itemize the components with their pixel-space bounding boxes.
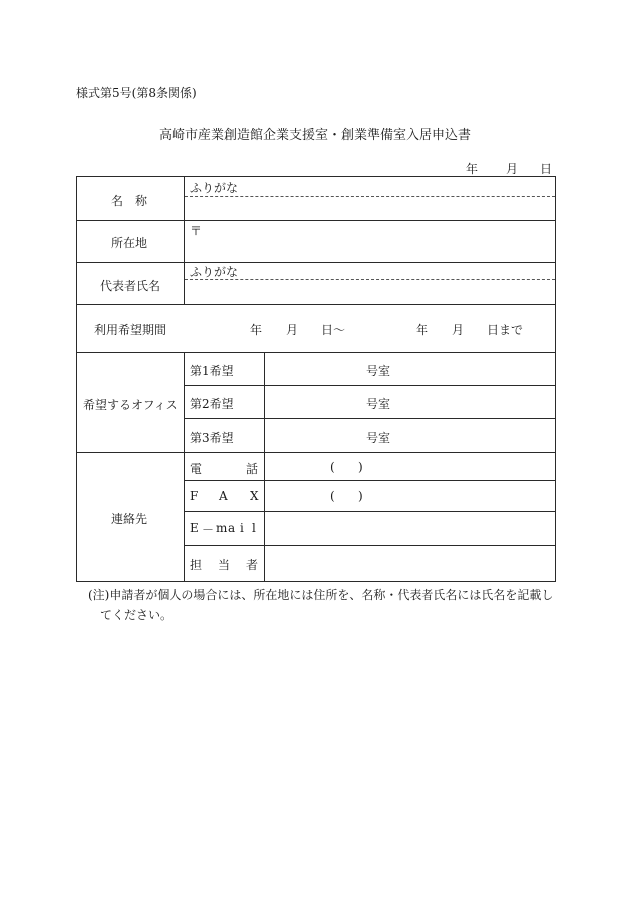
email-label-char: －: [202, 523, 215, 537]
contact-row-separator: [184, 480, 556, 481]
fax-label-char: F: [190, 489, 199, 503]
email-label-char: a: [228, 521, 236, 535]
note-line-1: (注)申請者が個人の場合には、所在地には住所を、名称・代表者氏名には氏名を記載し: [88, 588, 554, 602]
note: [88, 585, 558, 625]
period-start-month: 月: [286, 323, 299, 337]
person-label-char: 担: [190, 558, 203, 572]
office-choice-1-label: 第1希望: [190, 364, 234, 378]
furigana-divider: [185, 279, 555, 280]
table-border-top: [76, 176, 556, 177]
fax-paren-open: (: [330, 489, 335, 503]
representative-furigana-label: ふりがな: [190, 265, 239, 279]
period-end-month: 月: [452, 323, 465, 337]
office-choice-1-unit: 号室: [366, 364, 391, 378]
office-choice-2-unit: 号室: [366, 397, 391, 411]
office-sub-column-separator: [264, 352, 265, 452]
row-separator: [76, 352, 556, 353]
date-year-label: 年: [466, 162, 479, 176]
address-field[interactable]: [186, 238, 554, 260]
phone-paren-close: ): [358, 460, 363, 474]
contact-row-separator: [184, 545, 556, 546]
phone-label-char: 話: [246, 462, 259, 476]
office-choice-2-label: 第2希望: [190, 397, 234, 411]
row-separator: [76, 262, 556, 263]
contact-label: 連絡先: [111, 512, 148, 526]
fax-label-char: A: [219, 489, 228, 503]
phone-paren-open: (: [330, 460, 335, 474]
period-end-day: 日まで: [487, 323, 524, 337]
table-border-left: [76, 176, 77, 582]
table-border-right: [555, 176, 556, 582]
email-label-char: i: [240, 521, 244, 535]
furigana-divider: [185, 196, 555, 197]
period-end-year: 年: [416, 323, 429, 337]
form-number: 様式第5号(第8条関係): [76, 86, 197, 100]
phone-label-char: 電: [190, 462, 203, 476]
office-choice-3-unit: 号室: [366, 431, 391, 445]
representative-label: 代表者氏名: [100, 279, 161, 293]
office-choice-3-label: 第3希望: [190, 431, 234, 445]
office-row-separator: [184, 418, 556, 419]
office-row-separator: [184, 385, 556, 386]
contact-sub-column-separator: [264, 452, 265, 582]
date-day-label: 日: [540, 162, 553, 176]
period-start-year: 年: [250, 323, 263, 337]
postal-mark: 〒: [190, 224, 203, 238]
email-label-char: m: [216, 521, 228, 535]
name-furigana-label: ふりがな: [190, 181, 239, 195]
person-label-char: 当: [218, 558, 231, 572]
email-label-char: l: [252, 521, 256, 535]
name-label: 名 称: [111, 194, 148, 208]
period-start-day: 日～: [321, 323, 346, 337]
representative-field[interactable]: [186, 283, 554, 302]
form-title: 高崎市産業創造館企業支援室・創業準備室入居申込書: [158, 128, 471, 143]
table-border-bottom: [76, 581, 556, 582]
office-label: 希望するオフィス: [83, 398, 178, 412]
row-separator: [76, 452, 556, 453]
address-label: 所在地: [111, 236, 148, 250]
contact-row-separator: [184, 511, 556, 512]
row-separator: [76, 304, 556, 305]
email-label-char: E: [190, 521, 199, 535]
row-separator: [76, 220, 556, 221]
label-column-separator: [184, 352, 185, 582]
note-line-2: てください。: [100, 608, 173, 622]
name-field[interactable]: [186, 200, 554, 218]
fax-label-char: X: [250, 489, 259, 503]
person-label-char: 者: [246, 558, 259, 572]
date-month-label: 月: [506, 162, 519, 176]
fax-paren-close: ): [358, 489, 363, 503]
period-label: 利用希望期間: [94, 323, 167, 337]
